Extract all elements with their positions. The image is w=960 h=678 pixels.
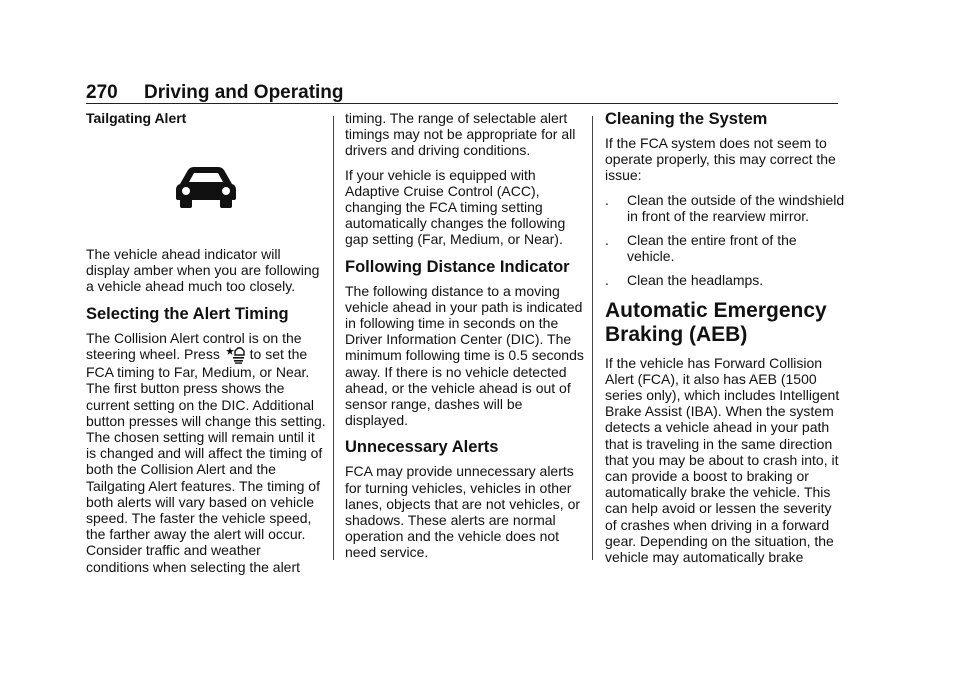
column-3 [605, 110, 845, 573]
bullet-marker: . [605, 232, 609, 249]
tailgating-alert-heading: Tailgating Alert [86, 110, 187, 126]
following-distance-heading: Following Distance Indicator [345, 257, 570, 276]
column-divider [333, 116, 334, 560]
column-divider [592, 116, 593, 560]
vehicle-ahead-icon-container [86, 134, 326, 246]
alert-timing-text [86, 330, 326, 575]
list-item-text: Clean the outside of the windshield in front of the rearview mirror. [627, 191, 845, 224]
unnecessary-alerts-heading: Unnecessary Alerts [345, 438, 499, 457]
list-item [605, 232, 845, 264]
cleaning-system-text: If the FCA system does not seem to operate properly, this may correct the issue: [605, 135, 836, 184]
bullet-marker: . [605, 191, 609, 208]
collision-alert-timing-icon [225, 346, 245, 364]
aeb-text: If the vehicle has Forward Collision Alert (FCA), it also has AEB (1500 series only), which includes Intelligent Brake Assist (IBA). When the system detects a vehicle ahead in your path that is traveling in the same direction that you may be about to crash into, it can provide a boost to braking or automatically brake the vehicle. This can help avoid or lessen the severity of crashes when driving in a forward gear. Depending on the situation, the vehicle may automatically brake [605, 354, 840, 566]
column-2 [345, 110, 585, 569]
acc-text: If your vehicle is equipped with Adaptive Cruise Control (ACC), changing the FCA timing setting automatically changes the following gap setting (Far, Medium, or Near). [345, 166, 566, 248]
aeb-heading: Automatic Emergency Braking (AEB) [605, 298, 827, 346]
page-number: 270 [86, 82, 118, 103]
alert-timing-text-a: The Collision Alert control is on the steering wheel. Press [86, 329, 302, 362]
section-title: Driving and Operating [144, 82, 344, 103]
tailgating-alert-text: The vehicle ahead indicator will display amber when you are following a vehicle ahead much too closely. [86, 246, 320, 295]
following-distance-text: The following distance to a moving vehicle ahead in your path is indicated in following time in seconds on the Driver Information Center (DIC). The minimum following time is 0.5 seconds away. If there is no vehicle detected ahead, or the vehicle ahead is out of sensor range, dashes will be displayed. [345, 282, 584, 429]
unnecessary-alerts-text: FCA may provide unnecessary alerts for turning vehicles, vehicles in other lanes, objects that are not vehicles, or shadows. These alerts are normal operation and the vehicle does not need service. [345, 463, 581, 561]
vehicle-ahead-icon [174, 164, 238, 210]
list-item [605, 272, 845, 288]
timing-continued-text: timing. The range of selectable alert timings may not be appropriate for all drivers and driving conditions. [345, 110, 576, 159]
selecting-alert-timing-heading: Selecting the Alert Timing [86, 304, 289, 323]
bullet-marker: . [605, 272, 609, 289]
cleaning-system-heading: Cleaning the System [605, 110, 768, 128]
column-1 [86, 110, 326, 583]
alert-timing-text-b: to set the FCA timing to Far, Medium, or Near. The first button press shows the current setting on the DIC. Additional button presses will change this setting. The chosen setting will remain until it is changed and will affect the timing of both the Collision Alert and the Tailgating Alert features. The timing of both alerts will vary based on vehicle speed. The faster the vehicle speed, the farther away the alert will occur. Consider traffic and weather conditions when selecting the alert [86, 345, 326, 575]
list-item-text: Clean the headlamps. [627, 272, 764, 289]
list-item-text: Clean the entire front of the vehicle. [627, 232, 797, 265]
page-header [86, 82, 838, 104]
list-item [605, 192, 845, 224]
